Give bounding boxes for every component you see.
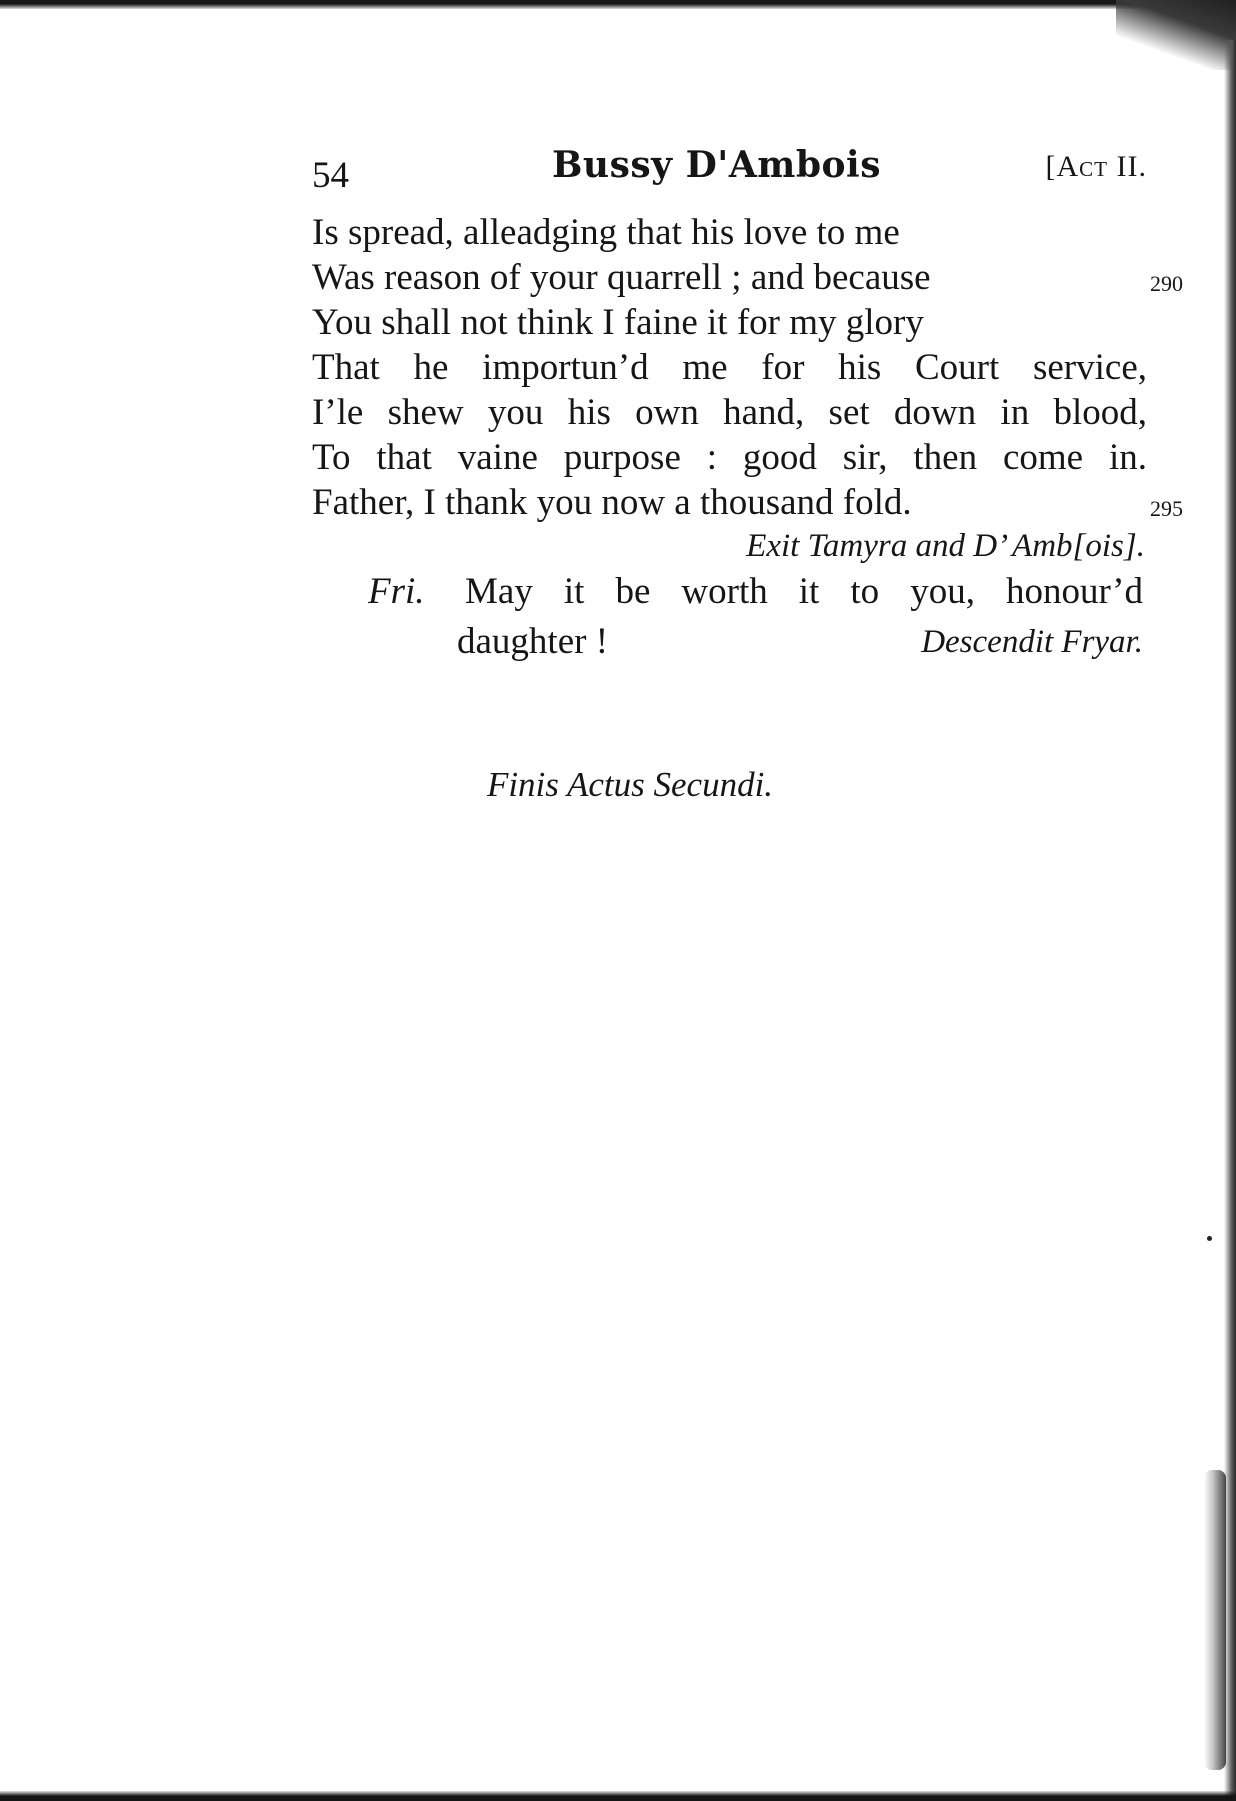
- speech-word: to: [850, 571, 880, 612]
- scan-corner-shadow: [1116, 0, 1236, 70]
- speech-continuation-text: daughter !: [457, 621, 609, 662]
- verse-line-text: Was reason of your quarrell ; and because: [312, 257, 931, 298]
- line-number: 290: [1150, 271, 1183, 296]
- verse-line-text: You shall not think I faine it for my glory: [312, 302, 924, 343]
- act-label: [Act II.: [1045, 150, 1147, 183]
- speaker-name: Fri.: [368, 571, 425, 612]
- verse-line: [312, 345, 1147, 390]
- verse-line: [312, 390, 1147, 435]
- speech-word: be: [615, 571, 651, 612]
- scan-speck: [1207, 1236, 1212, 1241]
- speech-text: [465, 567, 1143, 617]
- line-number: 295: [1150, 496, 1183, 521]
- verse-line-text: That he importun’d me for his Court service,: [312, 347, 1147, 388]
- verse-line-text: Father, I thank you now a thousand fold.: [312, 482, 912, 523]
- running-title: Bussy D'Ambois: [552, 144, 881, 186]
- speech-word: you,: [910, 571, 975, 612]
- verse-line: [312, 435, 1147, 480]
- running-header: [312, 142, 1147, 196]
- speech-word: May: [465, 571, 533, 612]
- speech-continuation: [312, 617, 1147, 667]
- verse-line: [312, 480, 1183, 525]
- verse-line: [312, 300, 1147, 345]
- scan-edge-top: [0, 0, 1236, 9]
- page-number: 54: [312, 155, 349, 196]
- scan-edge-bottom: [0, 1791, 1236, 1801]
- stage-direction: Exit Tamyra and D’ Amb[ois].: [746, 528, 1145, 564]
- speech-line: [312, 567, 1147, 617]
- verse-line-text: To that vaine purpose : good sir, then come in.: [312, 437, 1147, 478]
- speech-word: it: [798, 571, 820, 612]
- verse-line-text: Is spread, alleadging that his love to me: [312, 212, 900, 253]
- speech-word: worth: [681, 571, 768, 612]
- act-end-note: Finis Actus Secundi.: [486, 765, 774, 804]
- verse-line-text: I’le shew you his own hand, set down in blood,: [312, 392, 1147, 433]
- speech-word: it: [563, 571, 585, 612]
- exit-direction: Descendit Fryar.: [921, 624, 1143, 660]
- scan-edge-smudge: [1204, 1470, 1226, 1770]
- verse-block: [312, 210, 1183, 667]
- speech-word: honour’d: [1005, 571, 1143, 612]
- verse-line: [312, 210, 1147, 255]
- verse-line: [312, 255, 1183, 300]
